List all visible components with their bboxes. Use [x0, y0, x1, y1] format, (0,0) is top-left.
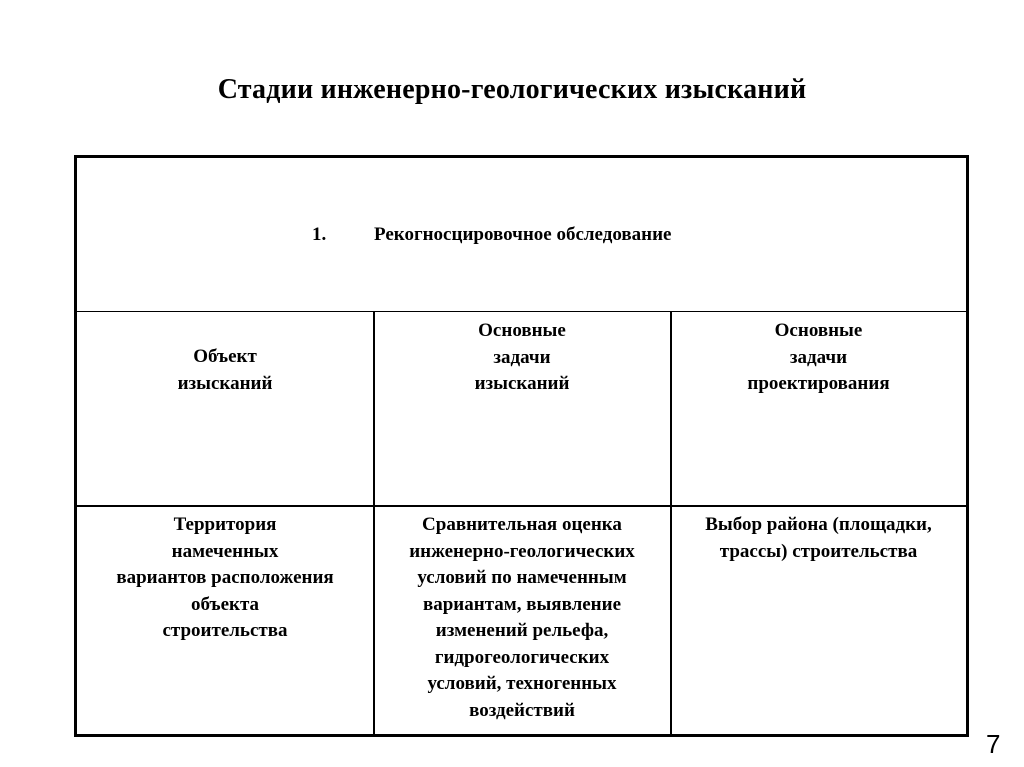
body-cell-design-tasks — [671, 512, 966, 565]
stage-number: 1. — [312, 224, 327, 245]
row-divider — [77, 505, 966, 507]
header-survey-tasks-text: Основные задачи изысканий — [474, 320, 570, 394]
stage-header-row — [77, 158, 966, 312]
header-cell-object — [77, 344, 373, 397]
header-cell-design-tasks — [671, 318, 966, 398]
header-cell-survey-tasks — [374, 318, 670, 398]
header-object-text: Объект изысканий — [177, 346, 273, 394]
slide-number: 7 — [986, 729, 1001, 759]
slide-title: Стадии инженерно-геологических изысканий — [217, 74, 807, 105]
body-cell-object — [77, 512, 373, 645]
body-cell-survey-tasks — [374, 512, 670, 724]
body-survey-tasks-text: Сравнительная оценка инженерно-геологических условий по намеченным вариантам, выявление изменений рельефа, гидрогеологических условий, техногенных воздействий — [409, 514, 635, 721]
stage-table — [74, 155, 969, 737]
body-object-text: Территория намеченных вариантов расположения объекта строительства — [116, 514, 334, 641]
body-design-tasks-text: Выбор района (площадки, трассы) строительства — [705, 514, 932, 562]
header-design-tasks-text: Основные задачи проектирования — [747, 320, 890, 394]
stage-name: Рекогносцировочное обследование — [374, 224, 672, 245]
